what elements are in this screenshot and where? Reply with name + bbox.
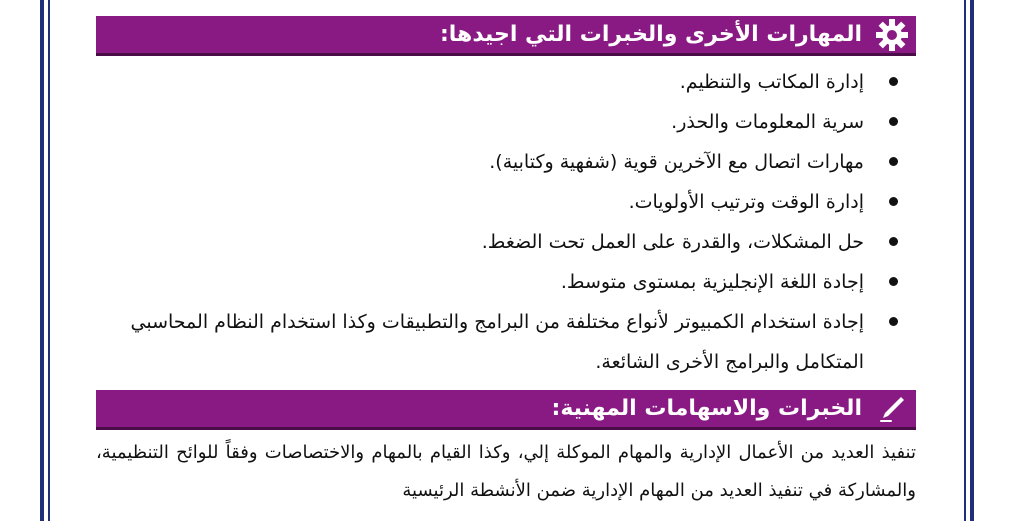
list-item-text: إجادة استخدام الكمبيوتر لأنواع مختلفة من البرامج والتطبيقات وكذا استخدام النظام المحاسبي المتكامل والبرامج الأخرى الشائعة. bbox=[130, 311, 864, 373]
page-border-left-inner bbox=[48, 0, 50, 521]
skills-list bbox=[96, 62, 916, 382]
gear-icon bbox=[874, 17, 910, 53]
list-item bbox=[96, 182, 916, 222]
page-border-right-outer bbox=[970, 0, 974, 521]
skills-section-header bbox=[96, 16, 916, 56]
list-item-text: إدارة المكاتب والتنظيم. bbox=[679, 71, 864, 93]
list-item-text: حل المشكلات، والقدرة على العمل تحت الضغط. bbox=[481, 231, 864, 253]
list-item bbox=[96, 102, 916, 142]
page-border-right-inner bbox=[964, 0, 966, 521]
redacted-text-overlay bbox=[96, 478, 286, 508]
list-item-text: إجادة اللغة الإنجليزية بمستوى متوسط. bbox=[560, 271, 864, 293]
experience-section-title: الخبرات والاسهامات المهنية: bbox=[551, 396, 862, 421]
list-item-text: إدارة الوقت وترتيب الأولويات. bbox=[628, 191, 864, 213]
list-item-text: سرية المعلومات والحذر. bbox=[671, 111, 864, 133]
experience-section-header bbox=[96, 390, 916, 430]
page-border-left-outer bbox=[40, 0, 44, 521]
list-item bbox=[96, 262, 916, 302]
list-item bbox=[96, 302, 916, 382]
list-item bbox=[96, 222, 916, 262]
list-item-text: مهارات اتصال مع الآخرين قوية (شفهية وكتابية). bbox=[489, 151, 864, 173]
pen-icon bbox=[874, 391, 910, 427]
list-item bbox=[96, 62, 916, 102]
list-item bbox=[96, 142, 916, 182]
experience-paragraph: تنفيذ العديد من الأعمال الإدارية والمهام الموكلة إلي، وكذا القيام بالمهام والاختصاصات وفقاً للوائح التنظيمية، والمشاركة في تنفيذ العديد من المهام الإدارية ضمن الأنشطة الرئيسية bbox=[96, 442, 916, 501]
skills-section-title: المهارات الأخرى والخبرات التي اجيدها: bbox=[440, 22, 862, 47]
